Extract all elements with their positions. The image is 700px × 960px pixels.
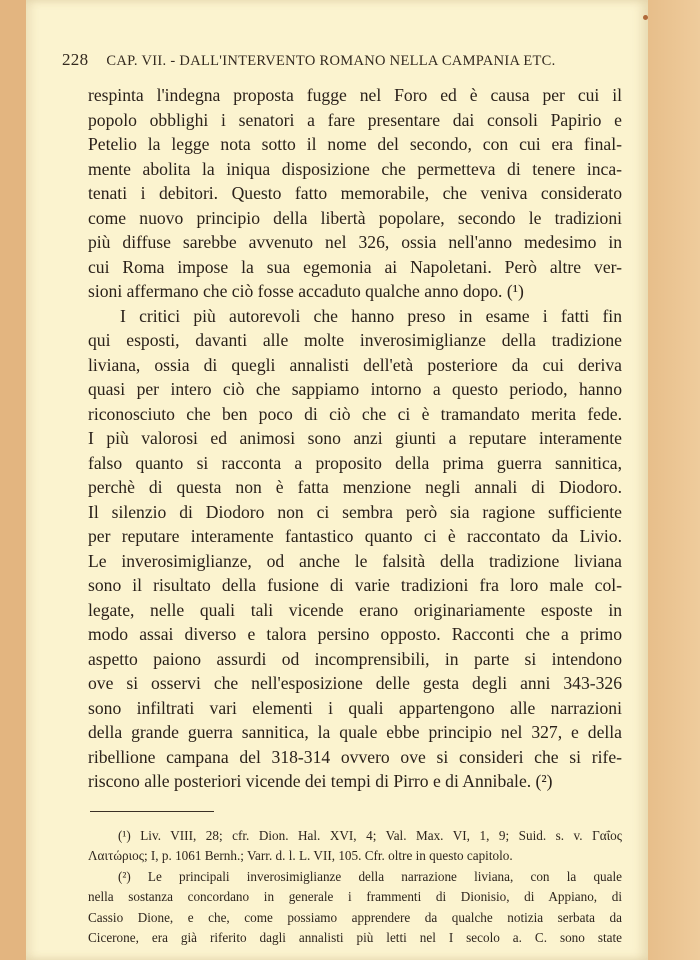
- running-title: CAP. VII. - DALL'INTERVENTO ROMANO NELLA CAMPANIA ETC.: [106, 53, 556, 69]
- footnote-line: nella sostanza concordano in generale i frammenti di Dionisio, di Appiano, di: [88, 889, 622, 905]
- text-line: liviana, ossia di quegli annalisti dell'età posteriore da cui deriva: [88, 354, 622, 375]
- text-line: sono infiltrati vari elementi i quali appartengono alle narrazioni: [88, 697, 622, 718]
- text-line: I critici più autorevoli che hanno preso in esame i fatti fin: [120, 305, 622, 326]
- text-line: della grande guerra sannitica, la quale ebbe principio nel 327, e della: [88, 722, 622, 742]
- text-line: quasi per intero ciò che sappiamo intorno a questo periodo, hanno: [88, 379, 622, 399]
- running-header: [62, 50, 622, 70]
- text-line: falso quanto si racconta a proposito della prima guerra sannitica,: [88, 452, 622, 473]
- text-line: sioni affermano che ciò fosse accaduto qualche anno dopo. (¹): [88, 281, 524, 301]
- main-text: [88, 83, 622, 794]
- text-line: mente abolita la iniqua disposizione che permetteva di tenere inca-: [88, 158, 622, 179]
- text-line: ribellione campana del 318-314 ovvero ove si consideri che si rife-: [88, 746, 622, 767]
- footnote-line: (¹) Liv. VIII, 28; cfr. Dion. Hal. XVI, 4; Val. Max. VI, 1, 9; Suid. s. v. Γαΐος: [118, 828, 622, 843]
- text-line: tenati i debitori. Questo fatto memorabile, che veniva considerato: [88, 183, 622, 203]
- text-line: riconosciuto che ben poco di ciò che ci è tramandato merita fede.: [88, 403, 622, 424]
- text-line: Il silenzio di Diodoro non ci sembra però sia ragione sufficiente: [88, 501, 622, 522]
- footnote-line: Cassio Dione, e che, come possiamo apprendere da qualche notizia serbata da: [88, 909, 622, 925]
- text-line: come nuovo principio della libertà popolare, secondo le tradizioni: [88, 207, 622, 228]
- text-line: respinta l'indegna proposta fugge nel Foro ed è causa per cui il: [88, 85, 622, 105]
- text-line: cui Roma impose la sua egemonia ai Napoletani. Però altre ver-: [88, 256, 622, 277]
- text-line: ove si osservi che nell'esposizione delle gesta degli anni 343-326: [88, 673, 622, 693]
- page-number: 228: [62, 50, 89, 69]
- text-line: Petelio la legge nota sotto il nome del secondo, con cui era final-: [88, 134, 622, 154]
- text-line: riscono alle posteriori vicende dei tempi di Pirro e di Annibale. (²): [88, 771, 553, 791]
- page-edge-shadow: [648, 0, 700, 960]
- footnotes: [88, 826, 622, 948]
- text-line: modo assai diverso e talora persino opposto. Racconti che a primo: [88, 624, 622, 644]
- text-line: popolo obblighi i senatori a fare presentare dai consoli Papirio e: [88, 109, 622, 130]
- text-line: sono il risultato della fusione di varie tradizioni fra loro male col-: [88, 575, 622, 595]
- footnote-separator: [90, 811, 214, 812]
- text-line: aspetto paiono assurdi od incomprensibili, in parte si intendono: [88, 648, 622, 669]
- text-line: qui esposti, davanti alle molte inverosimiglianze della tradizione: [88, 330, 622, 350]
- text-line: perchè di questa non è fatta menzione negli annali di Diodoro.: [88, 477, 622, 497]
- footnote-line: Cicerone, era già riferito dagli annalisti più letti nel I secolo a. C. sono state: [88, 930, 622, 946]
- text-line: legate, nelle quali tali vicende erano originariamente esposte in: [88, 599, 622, 620]
- text-line: più diffuse sarebbe avvenuto nel 326, ossia nell'anno medesimo in: [88, 232, 622, 252]
- text-line: I più valorosi ed animosi sono anzi giunti a reputare interamente: [88, 428, 622, 448]
- text-line: Le inverosimiglianze, od anche le falsità della tradizione liviana: [88, 550, 622, 571]
- footnote-line: Λαιτώριος; I, p. 1061 Bernh.; Varr. d. l. L. VII, 105. Cfr. oltre in questo capitolo.: [88, 848, 513, 864]
- footnote-line: (²) Le principali inverosimiglianze della narrazione liviana, con la quale: [118, 868, 622, 884]
- text-line: per reputare interamente fantastico quanto ci è raccontato da Livio.: [88, 526, 622, 546]
